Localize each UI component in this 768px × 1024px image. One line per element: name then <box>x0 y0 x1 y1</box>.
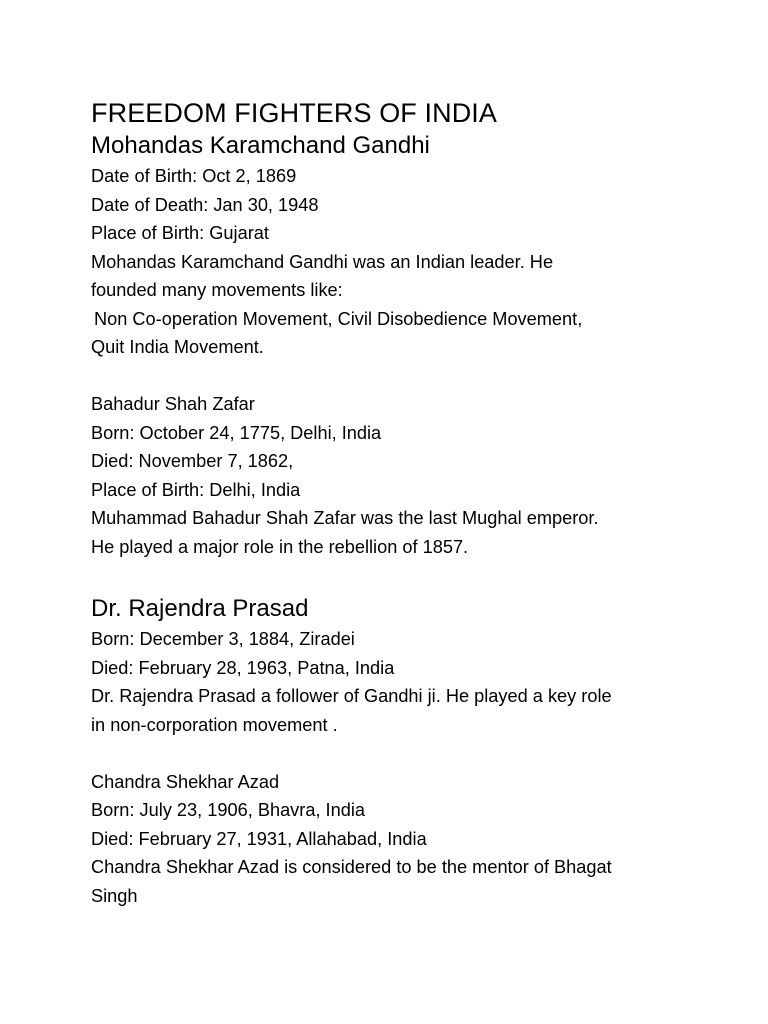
movements-line: Non Co-operation Movement, Civil Disobedience Movement, <box>94 308 583 329</box>
born-line: Born: October 24, 1775, Delhi, India <box>91 422 382 443</box>
place-of-birth-line: Place of Birth: Delhi, India <box>91 479 301 500</box>
spacer <box>91 561 751 593</box>
date-of-birth-line: Date of Birth: Oct 2, 1869 <box>91 166 297 186</box>
description-line: Singh <box>91 885 138 906</box>
section-rajendra-prasad <box>91 593 751 739</box>
spacer <box>91 739 751 768</box>
description-line: Dr. Rajendra Prasad a follower of Gandhi ji. He played a key role <box>91 686 612 706</box>
date-of-death-line: Date of Death: Jan 30, 1948 <box>91 194 319 215</box>
born-line: Born: July 23, 1906, Bhavra, India <box>91 800 365 820</box>
section-bahadur-shah-zafar <box>91 390 751 561</box>
born-line: Born: December 3, 1884, Ziradei <box>91 629 355 649</box>
description-line: in non-corporation movement . <box>91 714 338 735</box>
section-heading: Dr. Rajendra Prasad <box>91 595 309 622</box>
spacer <box>91 362 751 391</box>
description-line: He played a major role in the rebellion of 1857. <box>91 536 469 557</box>
died-line: Died: February 28, 1963, Patna, India <box>91 657 395 678</box>
document-page <box>91 96 751 910</box>
description-line: founded many movements like: <box>91 280 343 300</box>
document-title: FREEDOM FIGHTERS OF INDIA <box>91 98 498 128</box>
place-of-birth-line: Place of Birth: Gujarat <box>91 223 269 243</box>
description-line: Muhammad Bahadur Shah Zafar was the last Mughal emperor. <box>91 508 599 528</box>
died-line: Died: February 27, 1931, Allahabad, India <box>91 828 427 849</box>
section-gandhi <box>91 130 751 362</box>
section-heading: Mohandas Karamchand Gandhi <box>91 132 430 159</box>
section-heading: Chandra Shekhar Azad <box>91 771 280 792</box>
died-line: Died: November 7, 1862, <box>91 451 294 471</box>
section-heading: Bahadur Shah Zafar <box>91 394 255 414</box>
section-chandra-shekhar-azad <box>91 768 751 911</box>
description-line: Chandra Shekhar Azad is considered to be the mentor of Bhagat <box>91 857 612 877</box>
description-line: Mohandas Karamchand Gandhi was an Indian leader. He <box>91 251 554 272</box>
movements-line: Quit India Movement. <box>91 337 264 357</box>
